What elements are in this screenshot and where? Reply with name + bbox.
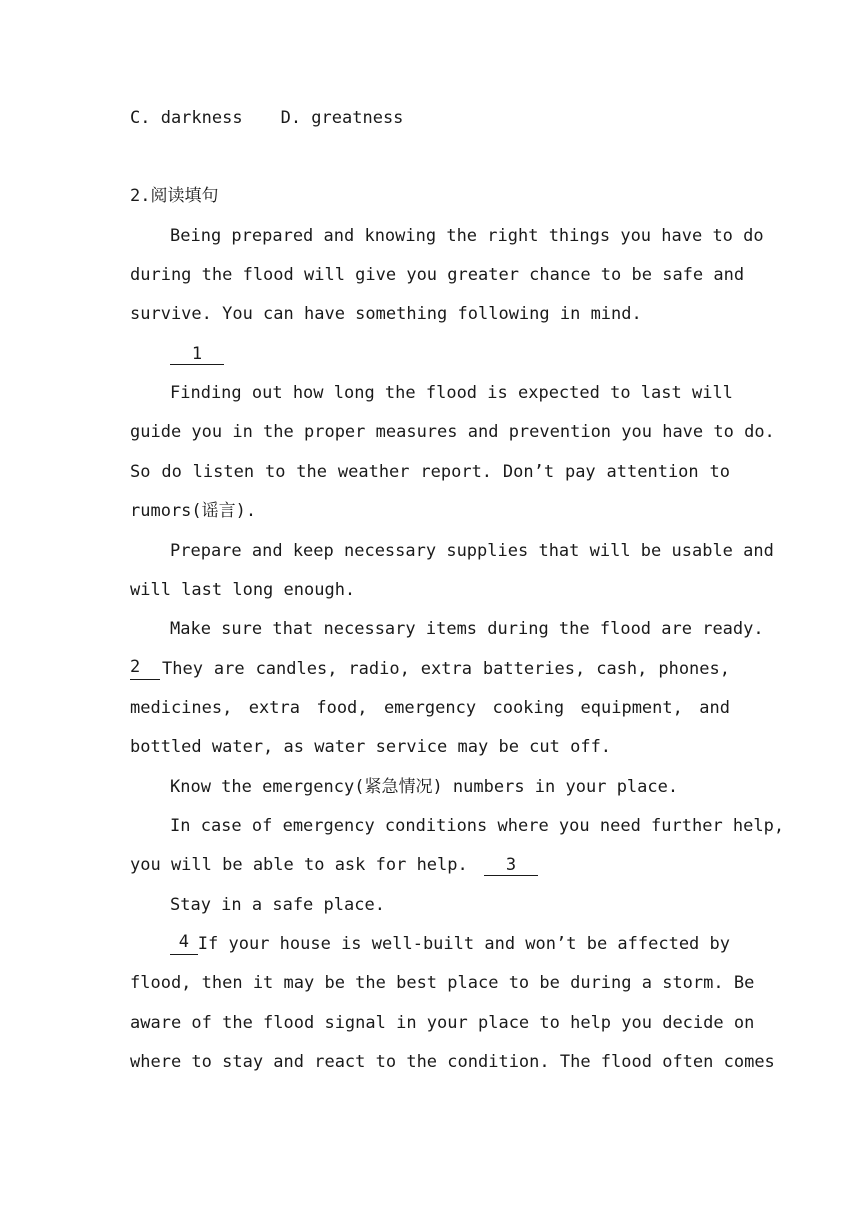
blank-line-1 [170,343,730,365]
paragraph-line: So do listen to the weather report. Don’t pay attention to [130,462,730,482]
paragraph-line-with-blank-2 [130,658,730,680]
paragraph-line-with-blank-3 [130,854,730,876]
paragraph-line: Prepare and keep necessary supplies that will be usable and [170,541,774,561]
paragraph-text: They are candles, radio, extra batteries, cash, phones, [162,659,730,679]
paragraph-text: you will be able to ask for help. [130,855,468,875]
blank-4: 4 [170,933,198,955]
paragraph-line: Stay in a safe place. [170,895,385,915]
paragraph-line: medicines, extra food, emergency cooking equipment, and [130,698,730,718]
paragraph-line: survive. You can have something following in mind. [130,304,642,324]
paragraph-line-with-blank-4 [170,933,730,955]
blank-3: 3 [484,856,538,876]
paragraph-line: Finding out how long the flood is expected to last will [170,383,733,403]
paragraph-line: will last long enough. [130,580,356,600]
paragraph-line: where to stay and react to the condition. The flood often comes [130,1052,775,1072]
blank-2: 2 [130,658,160,680]
section-title: 2.阅读填句 [130,186,219,206]
paragraph-line: during the flood will give you greater chance to be safe and [130,265,745,285]
option-c: C. darkness [130,108,243,128]
paragraph-line: flood, then it may be the best place to be during a storm. Be [130,973,755,993]
paragraph-line: aware of the flood signal in your place to help you decide on [130,1013,755,1033]
paragraph-line: rumors(谣言). [130,501,257,521]
paragraph-line: In case of emergency conditions where you need further help, [170,816,785,836]
paragraph-line: Being prepared and knowing the right things you have to do [170,226,764,246]
paragraph-line: guide you in the proper measures and prevention you have to do. [130,422,775,442]
paragraph-text: If your house is well-built and won’t be affected by [197,934,730,954]
answer-options [130,107,730,129]
blank-1: 1 [170,345,224,365]
paragraph-line: bottled water, as water service may be cut off. [130,737,612,757]
paragraph-line: Know the emergency(紧急情况) numbers in your place. [170,777,679,797]
option-d: D. greatness [280,108,404,128]
paragraph-line: Make sure that necessary items during the flood are ready. [170,619,764,639]
